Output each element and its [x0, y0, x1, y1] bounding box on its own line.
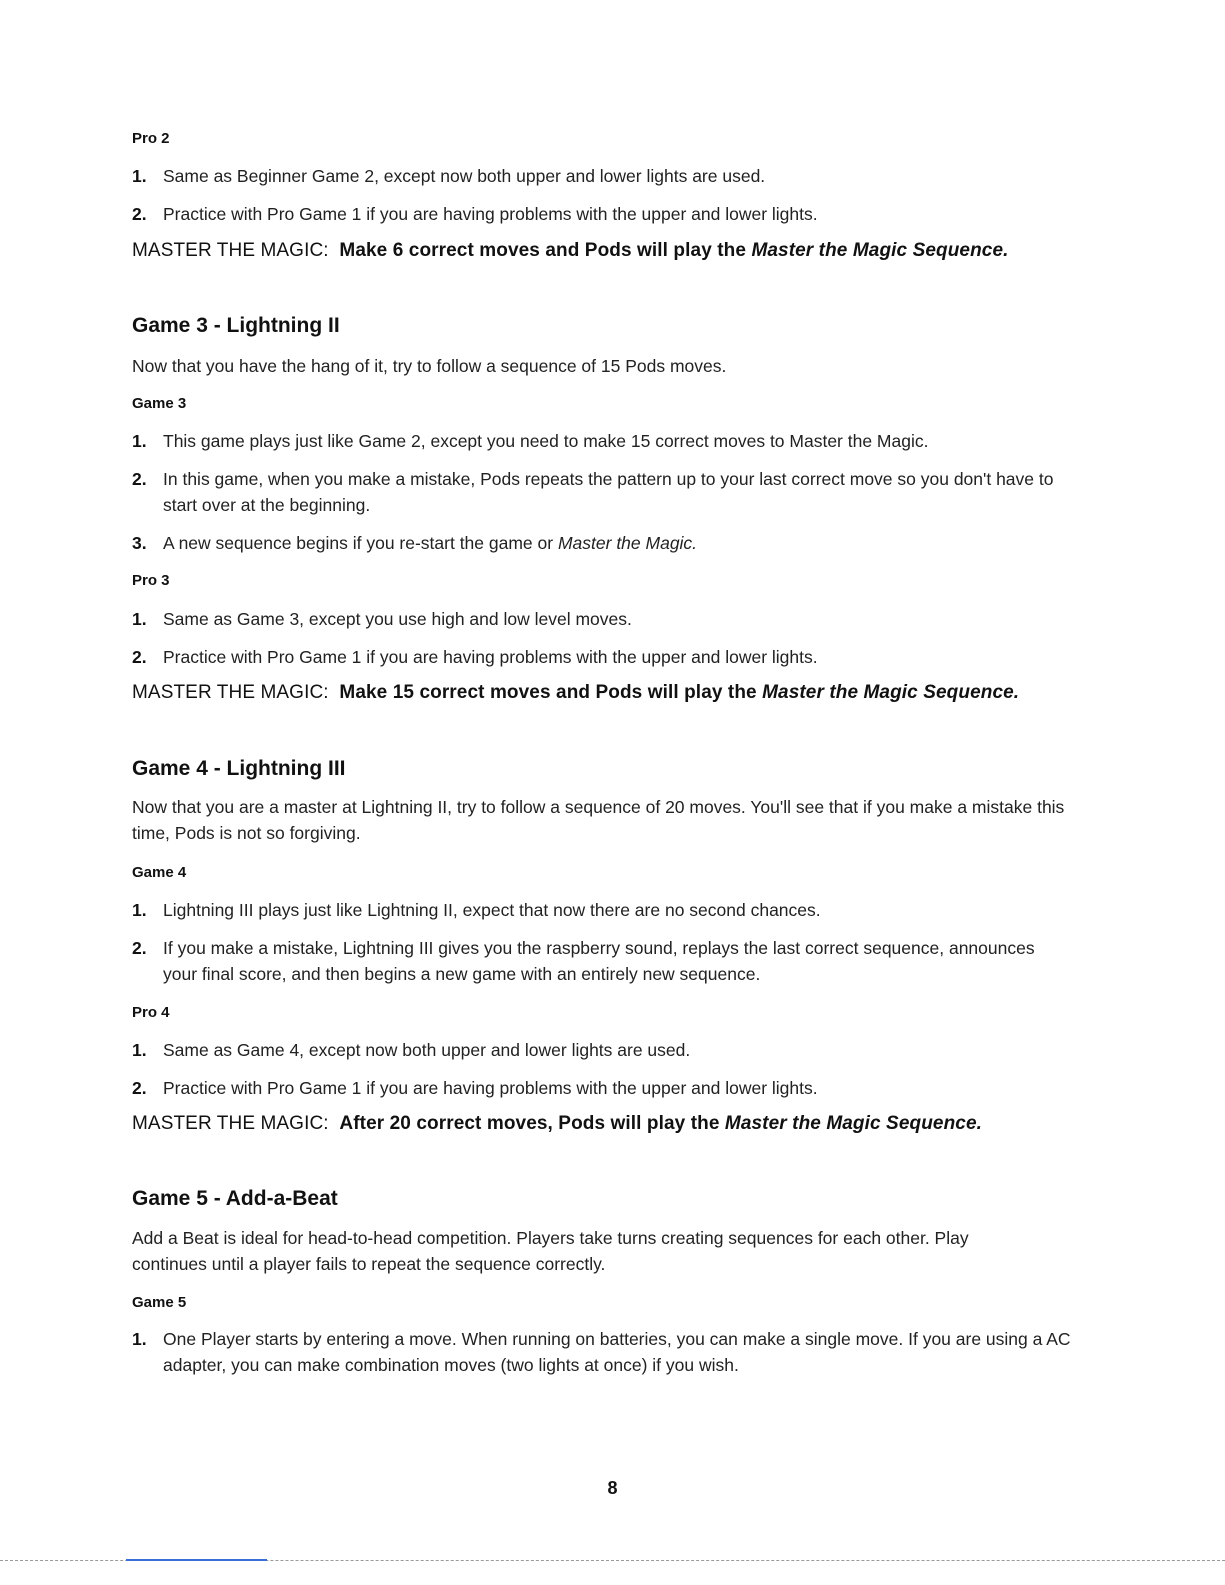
list-text: Practice with Pro Game 1 if you are having problems with the upper and lower lights. — [163, 204, 818, 224]
master-label: MASTER THE MAGIC: — [132, 682, 329, 703]
pro2-item-2 — [132, 201, 1075, 227]
game4-item-2 — [132, 935, 1040, 987]
master-text: Make 15 correct moves and Pods will play the — [339, 682, 757, 703]
pro3-heading: Pro 3 — [132, 572, 170, 589]
list-text: Lightning III plays just like Lightning II, expect that now there are no second chances. — [163, 900, 821, 920]
pro2-item-1 — [132, 163, 1075, 189]
master-italic: Master the Magic Sequence. — [751, 240, 1009, 261]
list-number: 2. — [132, 938, 147, 958]
game5-item-1 — [132, 1326, 1075, 1378]
game4-sub-heading: Game 4 — [132, 864, 187, 881]
list-text: This game plays just like Game 2, except you need to make 15 correct moves to Master the Magic. — [163, 431, 929, 451]
list-number: 3. — [132, 533, 147, 553]
list-text: Same as Game 3, except you use high and low level moves. — [163, 609, 632, 629]
pro4-item-1 — [132, 1037, 1075, 1063]
master-italic: Master the Magic Sequence. — [762, 682, 1020, 703]
list-number: 1. — [132, 1040, 147, 1060]
pro2-master-the-magic — [132, 240, 1075, 262]
list-text: If you make a mistake, Lightning III gives you the raspberry sound, replays the last correct sequence, announces your final score, and then begins a new game with an entirely new sequence. — [163, 938, 1035, 984]
game3-intro: Now that you have the hang of it, try to follow a sequence of 15 Pods moves. — [132, 356, 727, 376]
game3-item-2 — [132, 466, 1075, 518]
game3-master-the-magic — [132, 682, 1075, 704]
game4-master-the-magic — [132, 1113, 1075, 1135]
list-number: 1. — [132, 431, 147, 451]
list-number: 1. — [132, 900, 147, 920]
game5-intro: Add a Beat is ideal for head-to-head competition. Players take turns creating sequences for each other. Play continues until a player fails to repeat the sequence correctly. — [132, 1228, 969, 1274]
list-text-italic: Master the Magic. — [557, 533, 698, 553]
list-number: 2. — [132, 204, 147, 224]
list-number: 1. — [132, 609, 147, 629]
list-text: One Player starts by entering a move. When running on batteries, you can make a single move. If you are using a AC adapter, you can make combination moves (two lights at once) if you wish. — [163, 1329, 1071, 1375]
pro2-heading: Pro 2 — [132, 130, 170, 147]
master-text: After 20 correct moves, Pods will play the — [339, 1113, 720, 1134]
list-number: 2. — [132, 469, 147, 489]
master-label: MASTER THE MAGIC: — [132, 240, 329, 261]
game4-title: Game 4 - Lightning III — [132, 757, 346, 780]
pro3-item-1 — [132, 606, 1075, 632]
master-label: MASTER THE MAGIC: — [132, 1113, 329, 1134]
game3-title: Game 3 - Lightning II — [132, 314, 340, 337]
pro4-item-2 — [132, 1075, 1075, 1101]
list-text: Practice with Pro Game 1 if you are having problems with the upper and lower lights. — [163, 1078, 818, 1098]
page-number: 8 — [607, 1478, 618, 1498]
list-text: Same as Game 4, except now both upper and lower lights are used. — [163, 1040, 691, 1060]
list-number: 1. — [132, 1329, 147, 1349]
list-text-main: A new sequence begins if you re-start the game or — [163, 533, 554, 553]
pro3-item-2 — [132, 644, 1075, 670]
list-text: In this game, when you make a mistake, Pods repeats the pattern up to your last correct move so you don't have to start over at the beginning. — [163, 469, 1054, 515]
master-text: Make 6 correct moves and Pods will play the — [339, 240, 747, 261]
game3-sub-heading: Game 3 — [132, 395, 187, 412]
list-number: 2. — [132, 647, 147, 667]
game5-sub-heading: Game 5 — [132, 1294, 187, 1311]
list-number: 1. — [132, 166, 147, 186]
master-italic: Master the Magic Sequence. — [724, 1113, 982, 1134]
game3-item-1 — [132, 428, 1075, 454]
list-text — [163, 530, 1075, 556]
game5-title: Game 5 - Add-a-Beat — [132, 1187, 338, 1210]
list-number: 2. — [132, 1078, 147, 1098]
list-text: Practice with Pro Game 1 if you are having problems with the upper and lower lights. — [163, 647, 818, 667]
list-text: Same as Beginner Game 2, except now both upper and lower lights are used. — [163, 166, 766, 186]
game4-item-1 — [132, 897, 1075, 923]
game3-item-3 — [132, 530, 1075, 556]
page-edge-highlight — [126, 1559, 267, 1561]
game4-intro: Now that you are a master at Lightning II, try to follow a sequence of 20 moves. You'll see that if you make a mistake this time, Pods is not so forgiving. — [132, 797, 1065, 843]
pro4-heading: Pro 4 — [132, 1004, 170, 1021]
